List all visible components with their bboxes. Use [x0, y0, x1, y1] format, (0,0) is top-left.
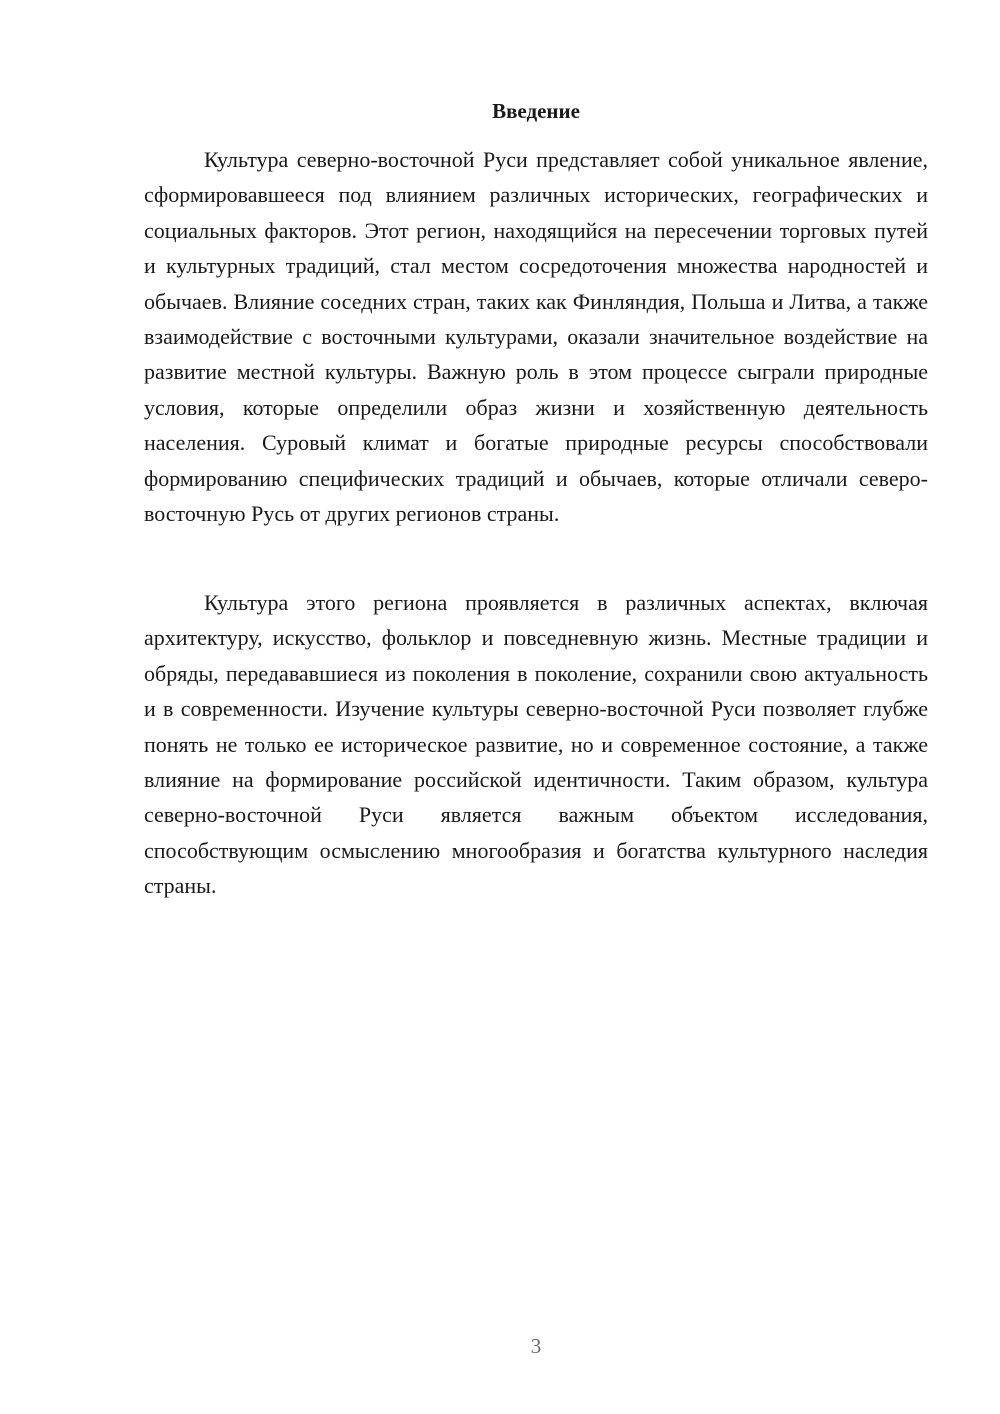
paragraph-1: Культура северно-восточной Руси представляет собой уникальное явление, сформировавшееся под влиянием различных исторических, географических и социальных факторов. Этот регион, находящийся на пересечении торговых путей и культурных традиций, стал местом сосредоточения множества народностей и обычаев. Влияние соседних стран, таких как Финляндия, Польша и Литва, а также взаимодействие с восточными культурами, оказали значительное воздействие на развитие местной культуры. Важную роль в этом процессе сыграли природные условия, которые определили образ жизни и хозяйственную деятельность населения. Суровый климат и богатые природные ресурсы способствовали формированию специфических традиций и обычаев, которые отличали северо-восточную Русь от других регионов страны. — [144, 147, 928, 527]
paragraph-2: Культура этого региона проявляется в различных аспектах, включая архитектуру, искусство, фольклор и повседневную жизнь. Местные традиции и обряды, передававшиеся из поколения в поколение, сохранили свою актуальность и в современности. Изучение культуры северно-восточной Руси позволяет глубже понять не только ее историческое развитие, но и современное состояние, а также влияние на формирование российской идентичности. Таким образом, культура северно-восточной Руси является важным объектом исследования, способствующим осмыслению многообразия и богатства культурного наследия страны. — [144, 590, 928, 899]
paragraph-2-block — [144, 585, 928, 904]
page-title: Введение — [492, 99, 580, 123]
paragraph-1-block — [144, 142, 928, 531]
page-number: 3 — [530, 1334, 542, 1358]
